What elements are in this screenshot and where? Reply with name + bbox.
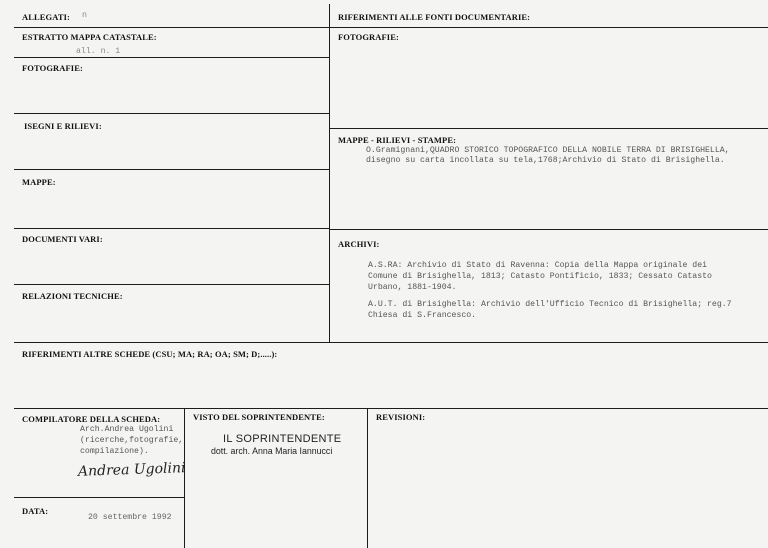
divider-full-bottom bbox=[14, 408, 768, 409]
archivi-text-2-line-2: Chiesa di S.Francesco. bbox=[368, 311, 477, 320]
mappe-left-label: MAPPE: bbox=[22, 177, 56, 187]
divider-left-estratto bbox=[14, 57, 329, 58]
data-label: DATA: bbox=[22, 506, 49, 516]
estratto-mappa-value: all. n. 1 bbox=[76, 47, 121, 56]
divider-vertical-bottom-2 bbox=[367, 408, 368, 548]
archivi-text-1-line-3: Urbano, 1881-1904. bbox=[368, 283, 457, 292]
fotografie-left-label: FOTOGRAFIE: bbox=[22, 63, 83, 73]
disegni-rilievi-label: ISEGNI E RILIEVI: bbox=[24, 121, 102, 131]
compilatore-label: COMPILATORE DELLA SCHEDA: bbox=[22, 414, 161, 424]
visto-soprintendente-label: VISTO DEL SOPRINTENDENTE: bbox=[193, 412, 325, 422]
archivi-text-1-line-1: A.S.RA: Archivio di Stato di Ravenna: Copia della Mappa originale dei bbox=[368, 261, 708, 270]
mappe-rilievi-stampe-label: MAPPE - RILIEVI - STAMPE: bbox=[338, 135, 457, 145]
relazioni-tecniche-label: RELAZIONI TECNICHE: bbox=[22, 291, 123, 301]
fotografie-right-label: FOTOGRAFIE: bbox=[338, 32, 399, 42]
revisioni-label: REVISIONI: bbox=[376, 412, 426, 422]
archivi-text-2-line-1: A.U.T. di Brisighella: Archivio dell'Ufficio Tecnico di Brisighella; reg.7 bbox=[368, 300, 732, 309]
divider-right-mappe bbox=[330, 229, 768, 230]
archivi-text-1-line-2: Comune di Brisighella, 1813; Catasto Pontificio, 1833; Cessato Catasto bbox=[368, 272, 712, 281]
divider-left-documenti bbox=[14, 284, 329, 285]
divider-left-fotografie bbox=[14, 113, 329, 114]
divider-vertical-top bbox=[329, 4, 330, 342]
divider-left-disegni bbox=[14, 169, 329, 170]
compilatore-signature: Andrea Ugolini bbox=[77, 460, 186, 480]
mappe-text-line-1: O.Gramignani,QUADRO STORICO TOPOGRAFICO DELLA NOBILE TERRA DI BRISIGHELLA, bbox=[366, 146, 730, 155]
archivi-label: ARCHIVI: bbox=[338, 239, 380, 249]
documenti-vari-label: DOCUMENTI VARI: bbox=[22, 234, 103, 244]
divider-left-mappe bbox=[14, 228, 329, 229]
compilatore-line-3: compilazione). bbox=[80, 447, 149, 456]
estratto-mappa-label: ESTRATTO MAPPA CATASTALE: bbox=[22, 32, 157, 42]
allegati-value: n bbox=[82, 11, 87, 20]
divider-right-riferimenti bbox=[330, 27, 768, 28]
compilatore-line-2: (ricerche,fotografie, bbox=[80, 436, 184, 445]
divider-left-allegati bbox=[14, 27, 329, 28]
soprintendente-stamp-name: dott. arch. Anna Maria Iannucci bbox=[211, 446, 333, 456]
riferimenti-fonti-label: RIFERIMENTI ALLE FONTI DOCUMENTARIE: bbox=[338, 12, 531, 22]
allegati-label: ALLEGATI: bbox=[22, 12, 70, 22]
divider-vertical-bottom-1 bbox=[184, 408, 185, 548]
soprintendente-stamp-title: IL SOPRINTENDENTE bbox=[223, 433, 342, 445]
divider-right-fotografie bbox=[330, 128, 768, 129]
compilatore-line-1: Arch.Andrea Ugolini bbox=[80, 425, 174, 434]
mappe-text-line-2: disegno su carta incollata su tela,1768;Archivio di Stato di Brisighella. bbox=[366, 156, 725, 165]
divider-data bbox=[14, 497, 184, 498]
data-value: 20 settembre 1992 bbox=[88, 513, 172, 522]
riferimenti-altre-schede-label: RIFERIMENTI ALTRE SCHEDE (CSU; MA; RA; OA; SM; D;.....): bbox=[22, 349, 278, 359]
divider-full-top bbox=[14, 342, 768, 343]
